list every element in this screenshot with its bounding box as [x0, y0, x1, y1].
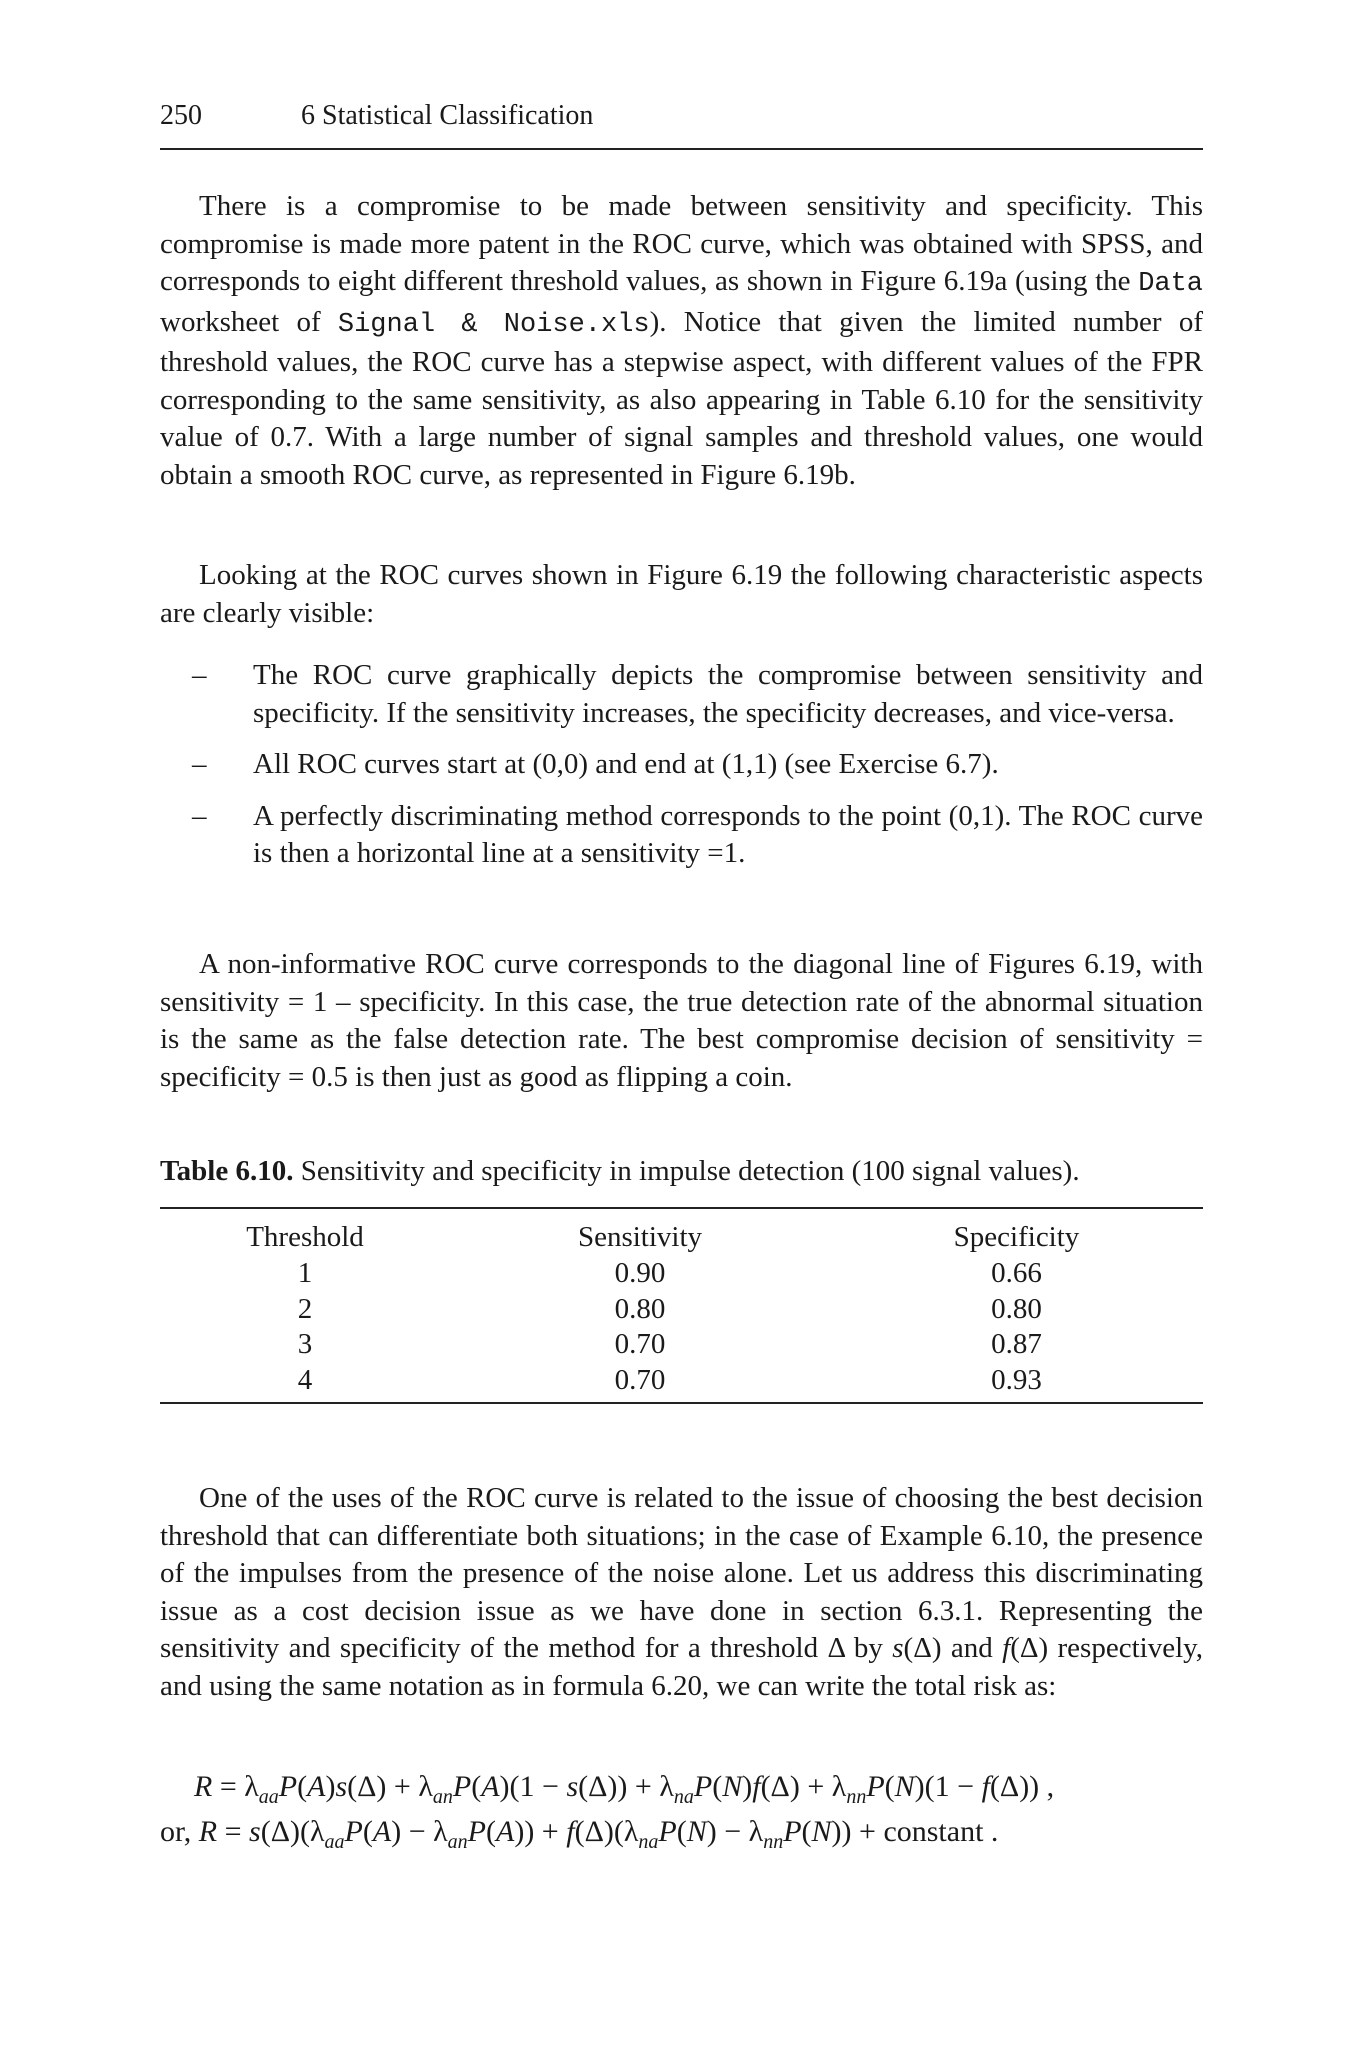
list-item: – All ROC curves start at (0,0) and end at (1,1) (see Exercise 6.7).	[192, 748, 999, 780]
cell-sensitivity: 0.80	[614, 1292, 666, 1325]
cell-threshold: 4	[297, 1363, 313, 1396]
cell-specificity: 0.87	[991, 1328, 1042, 1360]
cell-threshold: 1	[297, 1257, 313, 1289]
code-filename: Signal & Noise.xls	[337, 309, 650, 340]
roc-characteristics-list	[160, 657, 1203, 873]
running-header	[160, 100, 1203, 150]
column-header-threshold: Threshold	[246, 1221, 364, 1253]
table-row	[160, 1256, 1203, 1292]
table-header-row	[160, 1208, 1203, 1256]
list-item: – A perfectly discriminating method corresponds to the point (0,1). The ROC curve is then a horizontal line at a sensitivity =1.	[192, 799, 1203, 869]
paragraph-roc-compromise: There is a compromise to be made between sensitivity and specificity. This compromise is made more patent in the ROC curve, which was obtained with SPSS, and corresponds to eight different threshold values, as shown in Figure 6.19a (using the Data worksheet of Signal & Noise.xls). Notice that given the limited number of threshold values, the ROC curve has a stepwise aspect, with different values of the FPR corresponding to the same sensitivity, as also appearing in Table 6.10 for the sensitivity value of 0.7. With a large number of signal samples and threshold values, one would obtain a smooth ROC curve, as represented in Figure 6.19b.	[160, 190, 1203, 491]
page-number: 250	[160, 100, 202, 131]
table-row	[160, 1363, 1203, 1404]
table-caption: Table 6.10. Sensitivity and specificity in impulse detection (100 signal values).	[160, 1155, 1080, 1187]
cell-sensitivity: 0.70	[614, 1363, 666, 1396]
formula-total-risk-expanded: or, $R = s(\Delta)(\lambda_{aa}P(A) - \lambda_{an}P(A)) + f(\Delta)(\lambda_{na}P(N) - \lambda_{nn}P(N))$ + constant .	[160, 1815, 999, 1853]
cell-specificity: 0.66	[991, 1257, 1042, 1289]
cell-specificity: 0.93	[991, 1363, 1042, 1396]
cell-specificity: 0.80	[991, 1292, 1042, 1325]
column-header-sensitivity: Sensitivity	[577, 1221, 703, 1253]
list-item: – The ROC curve graphically depicts the compromise between sensitivity and specificity. If the sensitivity increases, the specificity decreases, and vice-versa.	[192, 659, 1203, 729]
cell-threshold: 3	[297, 1328, 313, 1360]
formula-total-risk: $R = \lambda_{aa}P(A)s(\Delta) + \lambda_{an}P(A)(1 - s(\Delta)) + \lambda_{na}P(N)f(\Delta) + \lambda_{nn}P(N)(1 - f(\Delta))$ ,	[194, 1770, 1055, 1808]
chapter-title: 6 Statistical Classification	[301, 100, 594, 131]
sensitivity-specificity-table	[160, 1207, 1203, 1404]
cell-sensitivity: 0.90	[614, 1257, 666, 1289]
table-row	[160, 1327, 1203, 1363]
table-row	[160, 1292, 1203, 1328]
cell-threshold: 2	[297, 1292, 313, 1325]
cell-sensitivity: 0.70	[614, 1328, 666, 1360]
paragraph-non-informative: A non-informative ROC curve corresponds to the diagonal line of Figures 6.19, with sensitivity = 1 – specificity. In this case, the true detection rate of the abnormal situation is the same as the false detection rate. The best compromise decision of sensitivity = specificity = 0.5 is then just as good as flipping a coin.	[160, 948, 1203, 1093]
column-header-specificity: Specificity	[953, 1221, 1080, 1253]
paragraph-characteristics: Looking at the ROC curves shown in Figure 6.19 the following characteristic aspects are clearly visible:	[160, 559, 1203, 629]
paragraph-threshold-choice: One of the uses of the ROC curve is related to the issue of choosing the best decision threshold that can differentiate both situations; in the case of Example 6.10, the presence of the impulses from the presence of the noise alone. Let us address this discriminating issue as a cost decision issue as we have done in section 6.3.1. Representing the sensitivity and specificity of the method for a threshold Δ by s(Δ) and f(Δ) respectively, and using the same notation as in formula 6.20, we can write the total risk as:	[160, 1482, 1203, 1702]
code-data-worksheet: Data	[1138, 269, 1203, 299]
